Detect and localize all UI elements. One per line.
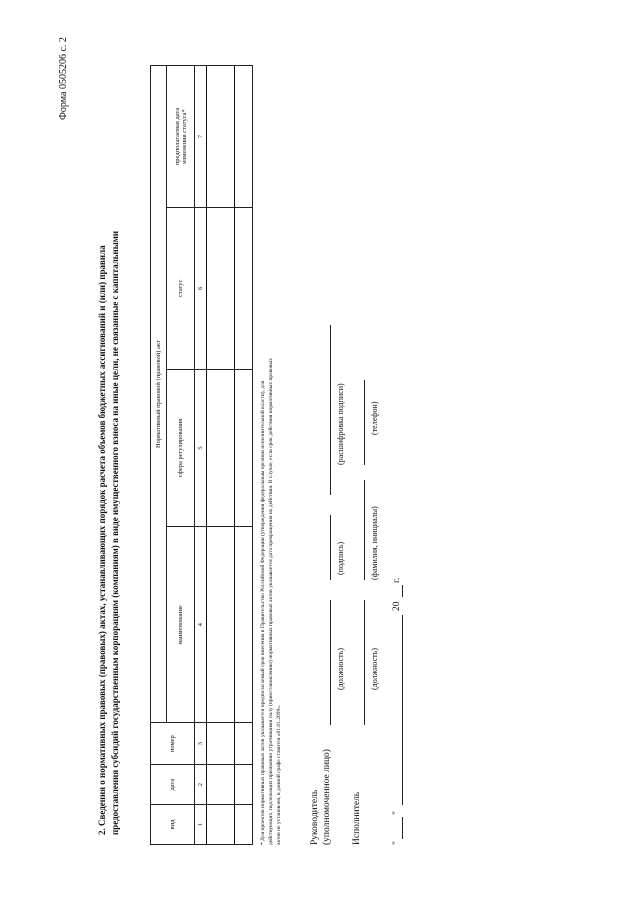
col-num-2: 2 bbox=[195, 765, 207, 805]
table-cell[interactable] bbox=[235, 527, 253, 723]
date-day-line[interactable] bbox=[402, 817, 403, 839]
col-header-status-date-line2: изменения статуса* bbox=[180, 109, 188, 164]
executor-phone-caption: (телефон) bbox=[370, 401, 379, 435]
executor-label: Исполнитель bbox=[352, 791, 362, 845]
date-year-suffix: г. bbox=[392, 577, 402, 583]
head-signature-line[interactable] bbox=[330, 515, 331, 580]
table-cell[interactable] bbox=[235, 369, 253, 527]
table-cell[interactable] bbox=[235, 207, 253, 369]
table-cell[interactable] bbox=[207, 207, 235, 369]
table-cell[interactable] bbox=[235, 805, 253, 845]
col-num-5: 5 bbox=[195, 369, 207, 527]
footnote-line3: актов не установлен, в данной графе ставится «01.01.2099». bbox=[276, 704, 282, 845]
col-header-name: наименование bbox=[167, 527, 195, 723]
col-num-7: 7 bbox=[195, 66, 207, 208]
col-header-status-date-line1: предполагаемая дата bbox=[173, 107, 181, 166]
table-cell[interactable] bbox=[235, 723, 253, 765]
col-num-1: 1 bbox=[195, 805, 207, 845]
col-num-4: 4 bbox=[195, 527, 207, 723]
table-cell[interactable] bbox=[235, 765, 253, 805]
executor-name-caption: (фамилия, инициалы) bbox=[370, 506, 379, 580]
executor-position-line[interactable] bbox=[364, 600, 365, 725]
table-cell[interactable] bbox=[207, 66, 235, 208]
table-row bbox=[235, 66, 253, 845]
col-header-date: дата bbox=[151, 765, 195, 805]
executor-phone-line[interactable] bbox=[364, 380, 365, 465]
date-year-prefix: 20 bbox=[392, 601, 402, 611]
section-title-line1: 2. Сведения о нормативных правовых (правовых) актах, устанавливающих порядок расчета объемов бюджетных ассигнований и (или) правила bbox=[97, 245, 107, 835]
table-cell[interactable] bbox=[235, 66, 253, 208]
head-position-caption: (должность) bbox=[336, 648, 345, 690]
date-year-line[interactable] bbox=[402, 585, 403, 597]
col-header-status: статус bbox=[167, 207, 195, 369]
form-code: Форма 0505206 с. 2 bbox=[58, 37, 69, 120]
date-open-quote: " bbox=[392, 841, 402, 845]
date-close-quote: " bbox=[392, 811, 402, 815]
col-header-scope: сфера регулирования bbox=[167, 369, 195, 527]
head-signature-caption: (подпись) bbox=[336, 541, 345, 575]
section-title-line2: предоставления субсидий государственным корпорациям (компаниям) в виде имущественного взноса на иные цели, не связанные с капитальными bbox=[110, 230, 120, 835]
table-cell[interactable] bbox=[207, 805, 235, 845]
table-row bbox=[207, 66, 235, 845]
table-cell[interactable] bbox=[207, 723, 235, 765]
col-header-number: номер bbox=[151, 723, 195, 765]
col-header-type: вид bbox=[151, 805, 195, 845]
table-cell[interactable] bbox=[207, 369, 235, 527]
head-position-line[interactable] bbox=[330, 600, 331, 725]
table-cell[interactable] bbox=[207, 527, 235, 723]
head-decoding-line[interactable] bbox=[330, 325, 331, 495]
col-header-status-date bbox=[167, 66, 195, 208]
date-month-line[interactable] bbox=[402, 615, 403, 805]
footnote-line1: * Для проектов нормативных правовых актов указывается предполагаемый срок внесения в Правительство Российской Федерации (утверждения федеральным органом исполнительной власти), для bbox=[260, 380, 266, 845]
head-sublabel: (уполномоченное лицо) bbox=[322, 749, 332, 845]
table-cell[interactable] bbox=[207, 765, 235, 805]
col-num-6: 6 bbox=[195, 207, 207, 369]
head-decoding-caption: (расшифровка подписи) bbox=[336, 383, 345, 465]
footnote-line2: действующих, подлежащих признанию утратившими силу (приостановлению) нормативных правовых актов указывается дата прекращения их действия. В случае, если срок действия нормативных правовых bbox=[268, 358, 274, 845]
executor-position-caption: (должность) bbox=[370, 648, 379, 690]
executor-name-line[interactable] bbox=[364, 480, 365, 580]
head-label: Руководитель bbox=[310, 789, 320, 845]
normative-acts-table bbox=[150, 65, 253, 845]
group-header: Нормативный правовой (правовой) акт bbox=[151, 66, 167, 723]
col-num-3: 3 bbox=[195, 723, 207, 765]
